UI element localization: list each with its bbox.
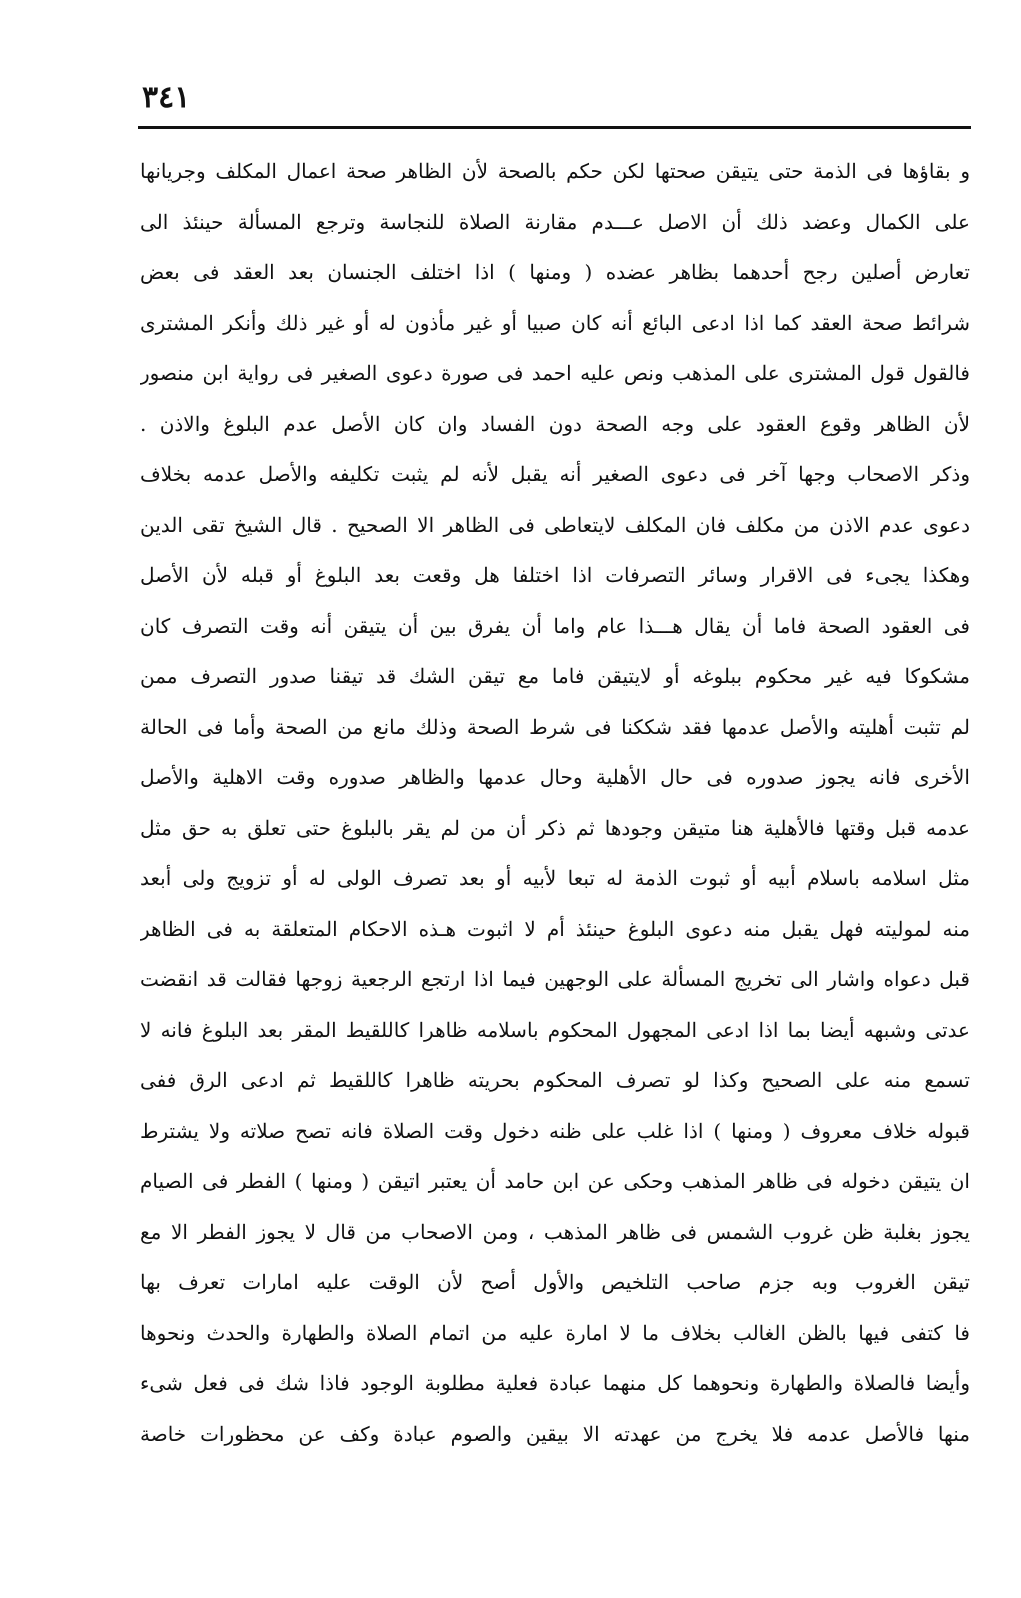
text-line: منها فالأصل عدمه فلا يخرج من عهدته الا بيقين والصوم عبادة وكف عن محظورات خاصة xyxy=(140,1421,970,1446)
text-line: دعوى عدم الاذن من مكلف فان المكلف لايتعاطى فى الظاهر الا الصحيح . قال الشيخ تقى الدين xyxy=(140,512,970,537)
text-line: الأخرى فانه يجوز صدوره فى حال الأهلية وحال عدمها والظاهر صدوره وقت الاهلية والأصل xyxy=(140,765,970,789)
text-line: تسمع منه على الصحيح وكذا لو تصرف المحكوم بحريته ظاهرا كاللقيط ثم ادعى الرق ففى xyxy=(140,1068,970,1092)
text-line: و بقاؤها فى الذمة حتى يتيقن صحتها لكن حكم بالصحة لأن الظاهر صحة اعمال المكلف وجريانها xyxy=(140,159,970,183)
text-line: لأن الظاهر وقوع العقود على وجه الصحة دون الفساد وان كان الأصل عدم البلوغ والاذن . xyxy=(140,411,970,436)
text-line: على الكمال وعضد ذلك أن الاصل عـــدم مقارنة الصلاة للنجاسة وترجع المسألة حينئذ الى xyxy=(140,209,970,234)
text-line: وهكذا يجىء فى الاقرار وسائر التصرفات اذا اختلفا هل وقعت بعد البلوغ أو قبله لأن الأصل xyxy=(140,563,970,587)
text-line: يجوز بغلبة ظن غروب الشمس فى ظاهر المذهب ، ومن الاصحاب من قال لا يجوز الفطر الا مع xyxy=(140,1219,970,1244)
text-line: وذكر الاصحاب وجها آخر فى دعوى الصغير أنه يقبل لأنه لم يثبت تكليفه والأصل عدمه بخلاف xyxy=(140,462,970,486)
text-line: تعارض أصلين رجح أحدهما بظاهر عضده ( ومنها ) اذا اختلف الجنسان بعد العقد فى بعض xyxy=(140,260,970,284)
text-line: شرائط صحة العقد كما اذا ادعى البائع أنه كان صبيا أو غير مأذون له أو غير ذلك وأنكر المشترى xyxy=(140,310,970,335)
text-line: قبل دعواه واشار الى تخريج المسألة على الوجهين فيما اذا ارتجع الرجعية زوجها فقالت قد انقضت xyxy=(140,967,970,991)
text-line: وأيضا فالصلاة والطهارة ونحوهما كل منهما عبادة فعلية مطلوبة الوجود فاذا شك فى فعل شىء xyxy=(140,1371,970,1395)
text-line: عدتى وشبهه أيضا بما اذا ادعى المجهول المحكوم باسلامه ظاهرا كاللقيط المقر بعد البلوغ فانه لا xyxy=(140,1017,970,1042)
text-line: فى العقود الصحة فاما أن يقال هـــذا عام واما أن يفرق بين أن يتيقن أنه وقت التصرف كان xyxy=(140,613,970,638)
text-line: قبوله خلاف معروف ( ومنها ) اذا غلب على ظنه دخول وقت الصلاة فانه تصح صلاته ولا يشترط xyxy=(140,1118,970,1143)
text-line: عدمه قبل وقتها فالأهلية هنا متيقن وجودها ثم ذكر أن من لم يقر بالبلوغ حتى تعلق به حق مثل xyxy=(140,815,970,840)
text-line: مثل اسلامه باسلام أبيه أو ثبوت الذمة له تبعا لأبيه أو بعد تصرف الولى له أو تزويج ولى أبعد xyxy=(140,866,970,890)
header-rule xyxy=(138,126,971,129)
text-line: تيقن الغروب وبه جزم صاحب التلخيص والأول أصح لأن الوقت عليه امارات تعرف بها xyxy=(140,1270,970,1294)
text-line: لم تثبت أهليته والأصل عدمها فقد شككنا فى شرط الصحة وذلك مانع من الصحة وأما فى الحالة xyxy=(140,714,970,739)
page-number: ٣٤١ xyxy=(142,80,191,115)
text-line: فالقول قول المشترى على المذهب ونص عليه احمد فى صورة دعوى الصغير فى رواية ابن منصور xyxy=(140,361,970,385)
page-body-text xyxy=(140,146,970,1459)
text-line: فا كتفى فيها بالظن الغالب بخلاف ما لا امارة عليه من اتمام الصلاة والطهارة والحدث ونحوها xyxy=(140,1320,970,1345)
text-line: مشكوكا فيه غير محكوم ببلوغه أو لايتيقن فاما مع تيقن الشك قد تيقنا صدور التصرف ممن xyxy=(140,664,970,688)
text-line: منه لموليته فهل يقبل منه دعوى البلوغ حينئذ أم لا اثبوت هـذه الاحكام المتعلقة به فى الظاهر xyxy=(140,916,970,941)
text-line: ان يتيقن دخوله فى ظاهر المذهب وحكى عن ابن حامد أن يعتبر اتيقن ( ومنها ) الفطر فى الصيام xyxy=(140,1169,970,1193)
